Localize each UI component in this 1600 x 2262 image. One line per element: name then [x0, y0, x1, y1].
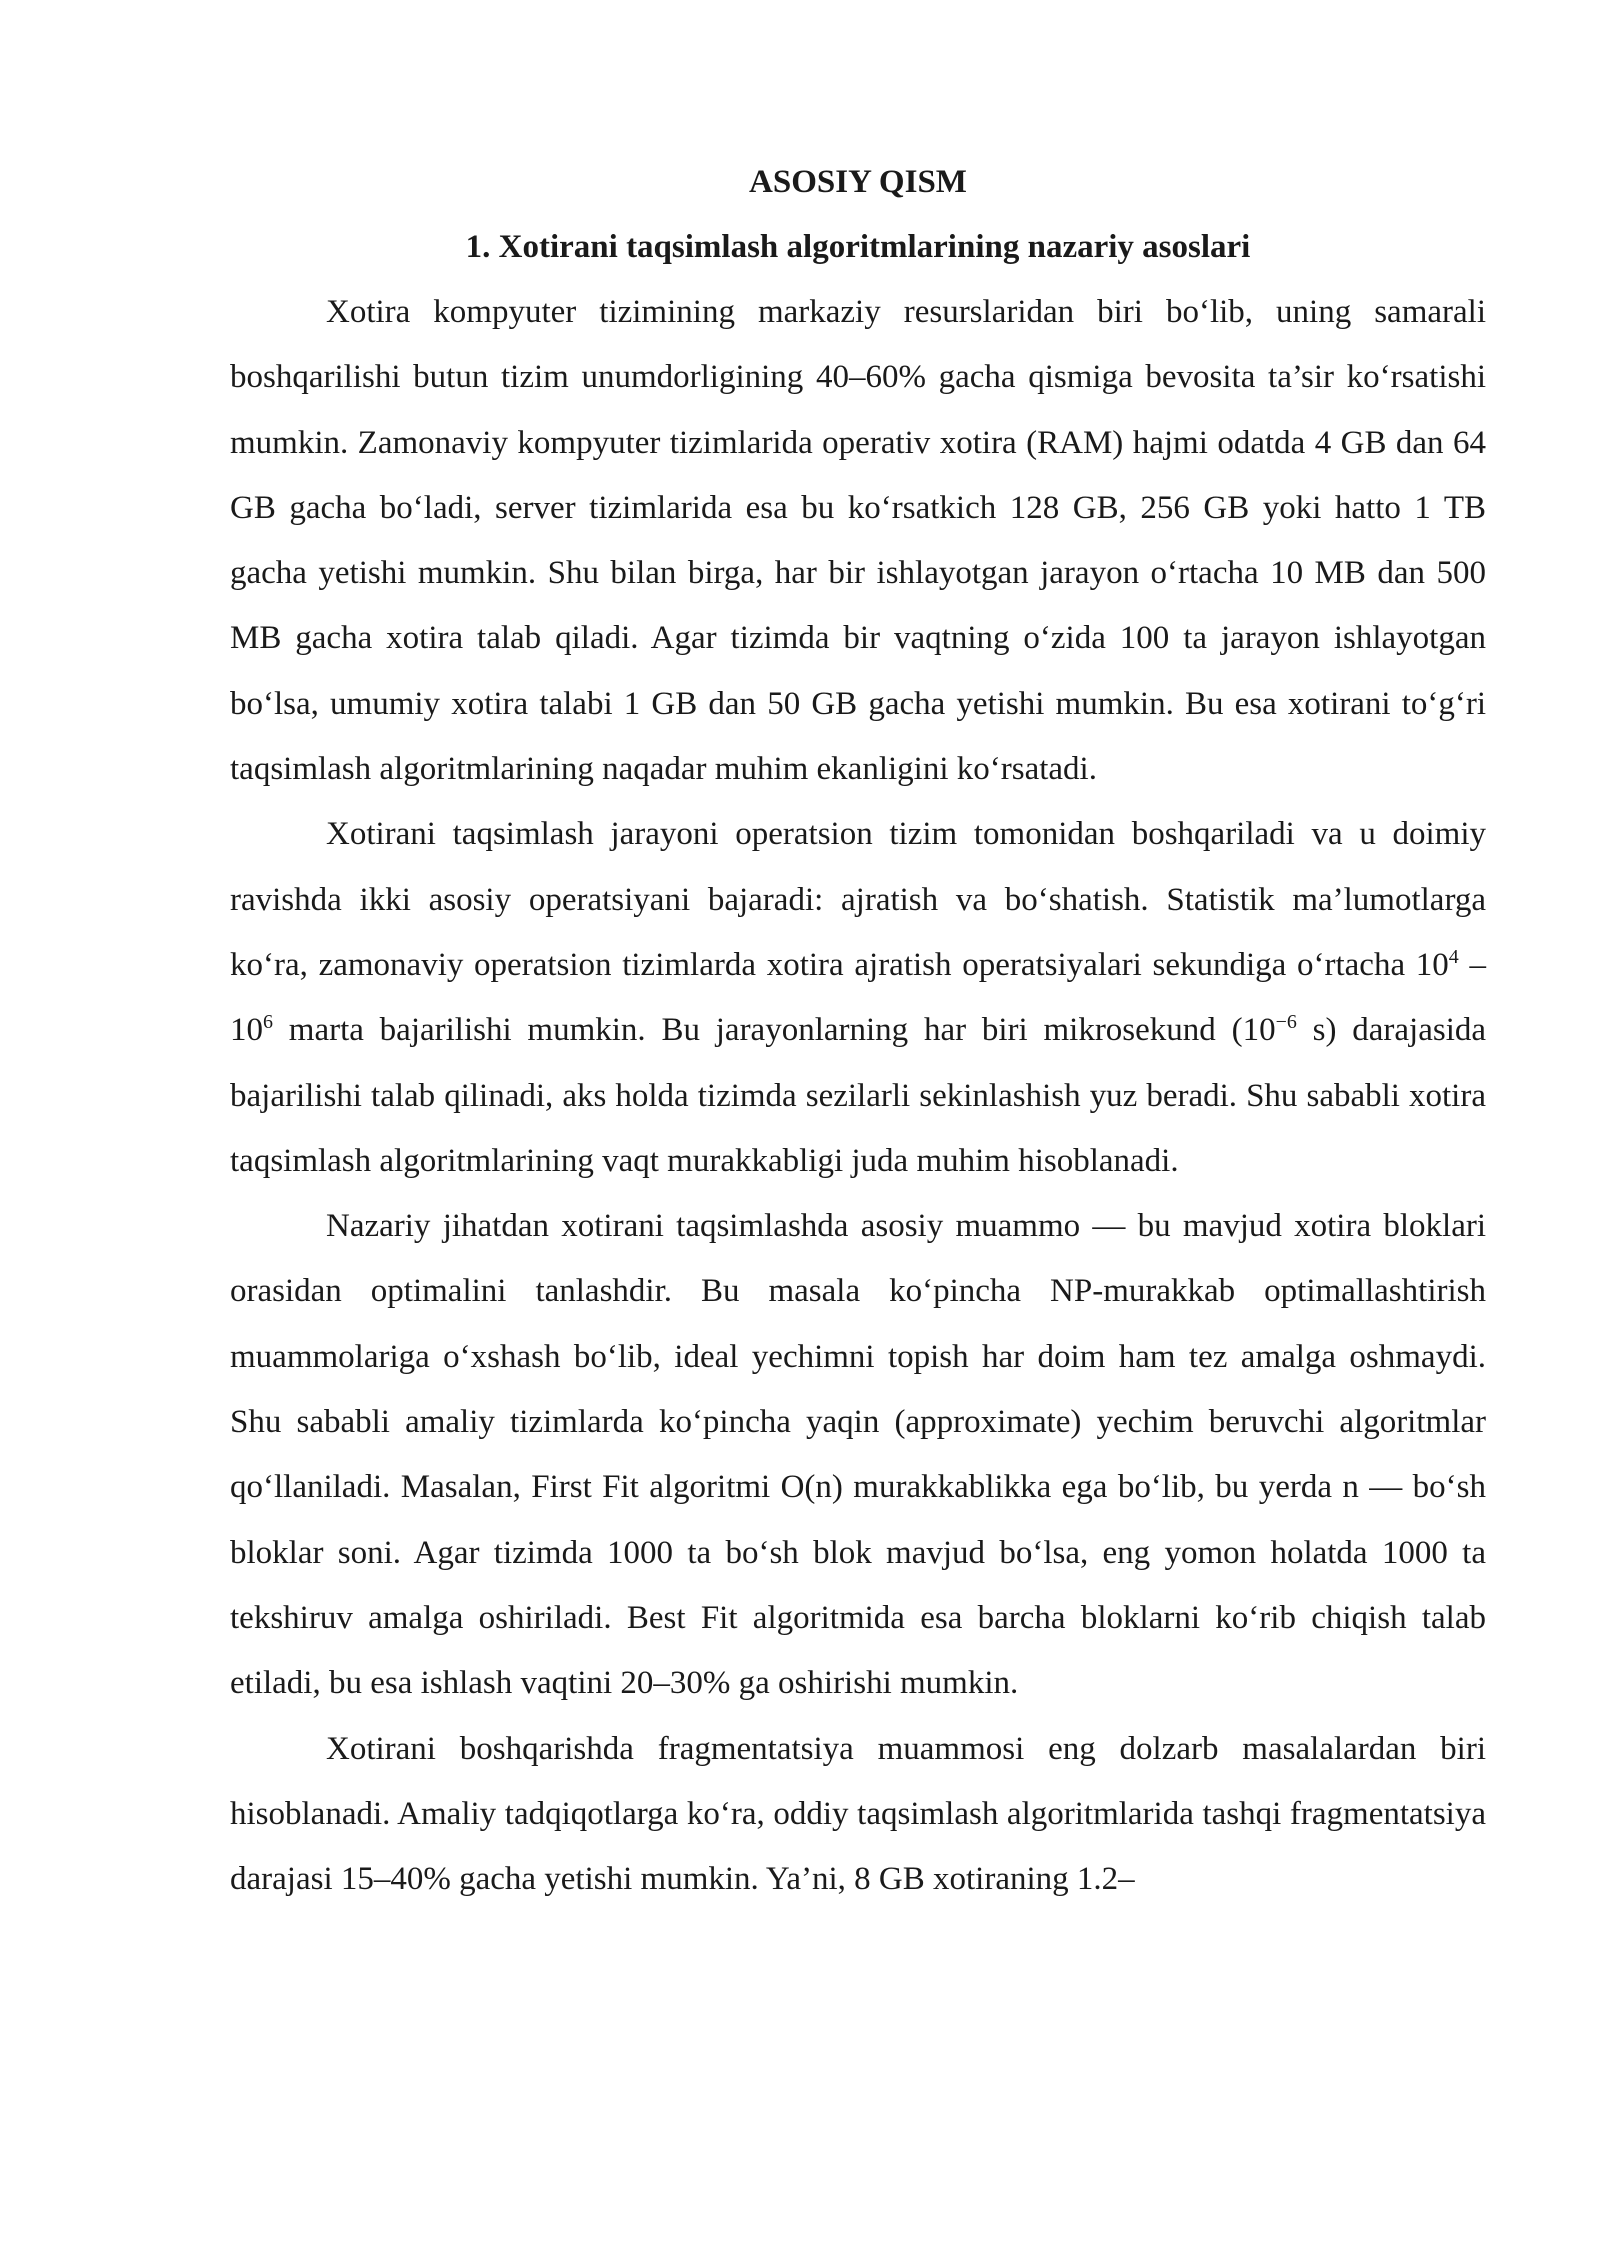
chapter-title: 1. Xotirani taqsimlash algoritmlarining nazariy asoslari [465, 229, 1251, 265]
exponent-minus-6: −6 [1275, 1011, 1297, 1034]
paragraph-1: Xotira kompyuter tizimining markaziy resurslaridan biri bo‘lib, uning samarali boshqarilishi butun tizim unumdorligining 40–60% gacha qismiga bevosita ta’sir ko‘rsatishi mumkin. Zamonaviy kompyuter tizimlarida operativ xotira (RAM) hajmi odatda 4 GB dan 64 GB gacha bo‘ladi, server tizimlarida esa bu ko‘rsatkich 128 GB, 256 GB yoki hatto 1 TB gacha yetishi mumkin. Shu bilan birga, har bir ishlayotgan jarayon o‘rtacha 10 MB dan 500 MB gacha xotira talab qiladi. Agar tizimda bir vaqtning o‘zida 100 ta jarayon ishlayotgan bo‘lsa, umumiy xotira talabi 1 GB dan 50 GB gacha yetishi mumkin. Bu esa xotirani to‘g‘ri taqsimlash algoritmlarining naqadar muhim ekanligini ko‘rsatadi. [230, 294, 1486, 788]
paragraph-3: Nazariy jihatdan xotirani taqsimlashda asosiy muammo — bu mavjud xotira bloklari orasidan optimalini tanlashdir. Bu masala ko‘pincha NP-murakkab optimallashtirish muammolariga o‘xshash bo‘lib, ideal yechimni topish har doim ham tez amalga oshmaydi. Shu sababli amaliy tizimlarda ko‘pincha yaqin (approximate) yechim beruvchi algoritmlar qo‘llaniladi. Masalan, First Fit algoritmi O(n) murakkablikka ega bo‘lib, bu yerda n — bo‘sh bloklar soni. Agar tizimda 1000 ta bo‘sh blok mavjud bo‘lsa, eng yomon holatda 1000 ta tekshiruv amalga oshiriladi. Best Fit algoritmida esa barcha bloklarni ko‘rib chiqish talab etiladi, bu esa ishlash vaqtini 20–30% ga oshirishi mumkin. [230, 1208, 1486, 1702]
document-body [230, 150, 1486, 1912]
section-title: ASOSIY QISM [749, 164, 967, 200]
paragraph-4: Xotirani boshqarishda fragmentatsiya muammosi eng dolzarb masalalardan biri hisoblanadi. Amaliy tadqiqotlarga ko‘ra, oddiy taqsimlash algoritmlarida tashqi fragmentatsiya darajasi 15–40% gacha yetishi mumkin. Ya’ni, 8 GB xotiraning 1.2– [230, 1730, 1486, 1898]
paragraph-2-text-2: – 10 [230, 946, 1486, 1049]
paragraph-2 [230, 802, 1486, 1194]
exponent-4: 4 [1448, 945, 1459, 968]
paragraph-2-text-4: s) darajasida bajarilishi talab qilinadi, aks holda tizimda sezilarli sekinlashish yuz beradi. Shu sababli xotira taqsimlash algoritmlarining vaqt murakkabligi juda muhim hisoblanadi. [230, 1012, 1487, 1179]
paragraph-2-text-1: Xotirani taqsimlash jarayoni operatsion tizim tomonidan boshqariladi va u doimiy ravishda ikki asosiy operatsiyani bajaradi: ajratish va bo‘shatish. Statistik ma’lumotlarga ko‘ra, zamonaviy operatsion tizimlarda xotira ajratish operatsiyalari sekundiga o‘rtacha 10 [230, 816, 1486, 983]
exponent-6: 6 [263, 1011, 273, 1034]
paragraph-2-text-3: marta bajarilishi mumkin. Bu jarayonlarning har biri mikrosekund (10 [273, 1012, 1276, 1049]
